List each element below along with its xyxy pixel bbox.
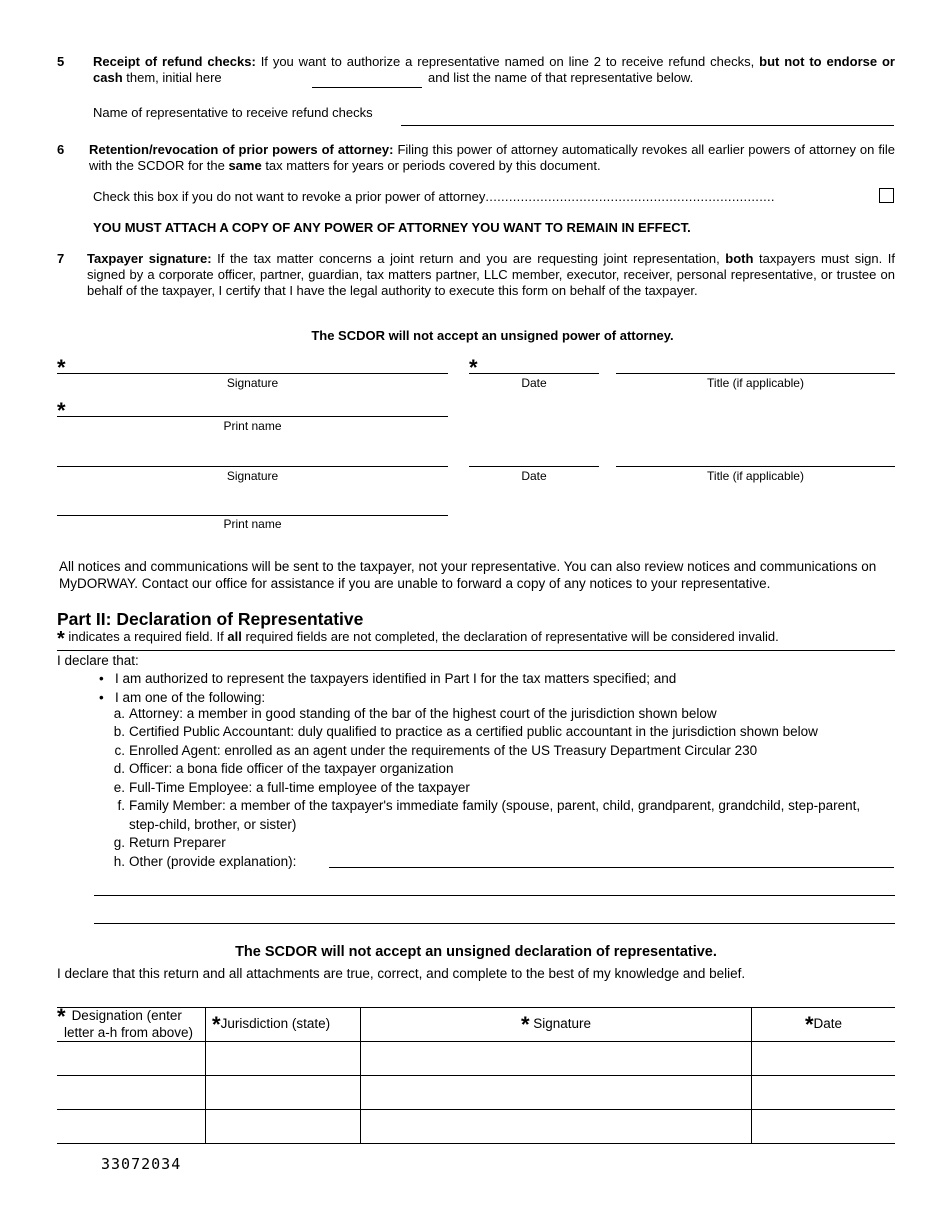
no-revoke-checkbox[interactable]	[879, 188, 894, 203]
date-cell[interactable]	[752, 1042, 896, 1076]
section-6-title: Retention/revocation of prior powers of attorney:	[89, 142, 394, 157]
unsigned-declaration-notice: The SCDOR will not accept an unsigned declaration of representative.	[235, 944, 717, 960]
spouse-date-field[interactable]	[469, 466, 599, 467]
section-6-number: 6	[57, 142, 65, 157]
table-row	[57, 1076, 895, 1110]
required-field-note: * indicates a required field. If all required fields are not completed, the declaration of representative will be considered invalid.	[57, 628, 779, 650]
part-2-divider	[57, 650, 895, 651]
refund-rep-name-label: Name of representative to receive refund checks	[93, 105, 373, 120]
table-row	[57, 1110, 895, 1144]
jurisdiction-cell[interactable]	[206, 1110, 361, 1144]
designation-cell[interactable]	[57, 1042, 206, 1076]
required-star: *	[212, 1011, 221, 1037]
required-star: *	[57, 628, 65, 650]
date-cell[interactable]	[752, 1110, 896, 1144]
refund-initial-field[interactable]	[312, 87, 422, 88]
attach-warning: YOU MUST ATTACH A COPY OF ANY POWER OF ATTORNEY YOU WANT TO REMAIN IN EFFECT.	[93, 220, 691, 235]
bullet-item: • I am authorized to represent the taxpayers identified in Part I for the tax matters specified; and	[99, 671, 677, 686]
signature-header: * Signature	[361, 1008, 752, 1042]
date-caption: Date	[521, 469, 547, 483]
signature-cell[interactable]	[361, 1042, 752, 1076]
spouse-signature-field[interactable]	[57, 466, 448, 467]
dot-leader: ..........................................................................	[485, 189, 775, 204]
taxpayer-signature-field[interactable]	[57, 373, 448, 374]
taxpayer-title-field[interactable]	[616, 373, 895, 374]
option-b: b. Certified Public Accountant: duly qualified to practice as a certified public accountant in the jurisdiction shown below	[113, 724, 818, 739]
unsigned-poa-notice: The SCDOR will not accept an unsigned power of attorney.	[311, 328, 674, 343]
jurisdiction-header: *Jurisdiction (state)	[206, 1008, 361, 1042]
representative-table	[57, 1004, 895, 1144]
print-name-caption: Print name	[223, 419, 282, 433]
option-c: c. Enrolled Agent: enrolled as an agent under the requirements of the US Treasury Department Circular 230	[114, 743, 758, 758]
other-explanation-field[interactable]	[329, 867, 894, 868]
section-5-text: Receipt of refund checks: If you want to authorize a representative named on line 2 to receive refund checks, but not to endorse or cash them, initial here	[93, 54, 895, 85]
designation-header: * Designation (enter letter a-h from above)	[57, 1008, 206, 1042]
revoke-check-label: Check this box if you do not want to revoke a prior power of attorney..........................................................................	[93, 189, 775, 204]
declare-intro: I declare that:	[57, 653, 139, 668]
required-star: *	[520, 1011, 530, 1037]
section-7-text: Taxpayer signature: If the tax matter concerns a joint return and you are requesting joint representation, both taxpayers must sign. If signed by a corporate officer, partner, guardian, tax matters partner, LLC member, executor, receiver, personal representative, or trustee on behalf of the taxpayer, I certify that I have the legal authority to execute this form on behalf of the taxpayer.	[87, 251, 895, 298]
table-header-row	[57, 1008, 895, 1042]
taxpayer-date-field[interactable]	[469, 373, 599, 374]
other-explanation-field[interactable]	[94, 895, 895, 896]
title-caption: Title (if applicable)	[707, 376, 804, 390]
signature-cell[interactable]	[361, 1110, 752, 1144]
section-5-text-end: and list the name of that representative below.	[428, 70, 694, 85]
required-star: *	[57, 355, 66, 380]
required-star: *	[57, 398, 66, 423]
signature-caption: Signature	[226, 469, 279, 483]
section-6-text: Retention/revocation of prior powers of attorney: Filing this power of attorney automatically revokes all earlier powers of attorney on file with the SCDOR for the same tax matters for years or periods covered by this document.	[89, 142, 895, 173]
option-a: a. Attorney: a member in good standing of the bar of the highest court of the jurisdiction shown below	[113, 706, 717, 721]
refund-rep-name-field[interactable]	[401, 125, 894, 126]
table-row	[57, 1042, 895, 1076]
taxpayer-print-name-field[interactable]	[57, 416, 448, 417]
section-7-title: Taxpayer signature:	[87, 251, 212, 266]
date-header: *Date	[752, 1008, 896, 1042]
option-g: g. Return Preparer	[113, 835, 226, 850]
print-name-caption: Print name	[223, 517, 282, 531]
other-explanation-field[interactable]	[94, 923, 895, 924]
option-f-continued: step-child, brother, or sister)	[129, 817, 297, 832]
option-f: f. Family Member: a member of the taxpayer's immediate family (spouse, parent, child, grandparent, grandchild, step-parent,	[117, 798, 861, 813]
option-d: d. Officer: a bona fide officer of the taxpayer organization	[113, 761, 454, 776]
designation-cell[interactable]	[57, 1076, 206, 1110]
spouse-print-name-field[interactable]	[57, 515, 448, 516]
designation-cell[interactable]	[57, 1110, 206, 1144]
notices-paragraph: All notices and communications will be sent to the taxpayer, not your representative. You can also review notices and communications on MyDORWAY. Contact our office for assistance if you are unable to forward a copy of any notices to your representative.	[59, 559, 877, 591]
date-cell[interactable]	[752, 1076, 896, 1110]
signature-cell[interactable]	[361, 1076, 752, 1110]
form-number: 33072034	[101, 1155, 182, 1173]
date-caption: Date	[521, 376, 547, 390]
bullet-item: • I am one of the following:	[99, 690, 266, 705]
option-h: h. Other (provide explanation):	[113, 854, 297, 869]
required-star: *	[57, 1004, 66, 1029]
option-e: e. Full-Time Employee: a full-time employee of the taxpayer	[113, 780, 470, 795]
section-5-title: Receipt of refund checks:	[93, 54, 256, 69]
jurisdiction-cell[interactable]	[206, 1042, 361, 1076]
required-star: *	[804, 1011, 814, 1037]
required-star: *	[469, 355, 478, 380]
signature-caption: Signature	[226, 376, 279, 390]
section-7-number: 7	[57, 251, 65, 266]
part-2-heading: Part II: Declaration of Representative	[57, 609, 364, 629]
section-5-number: 5	[57, 54, 65, 69]
declare-true-statement: I declare that this return and all attachments are true, correct, and complete to the best of my knowledge and belief.	[57, 966, 746, 981]
spouse-title-field[interactable]	[616, 466, 895, 467]
jurisdiction-cell[interactable]	[206, 1076, 361, 1110]
title-caption: Title (if applicable)	[707, 469, 804, 483]
